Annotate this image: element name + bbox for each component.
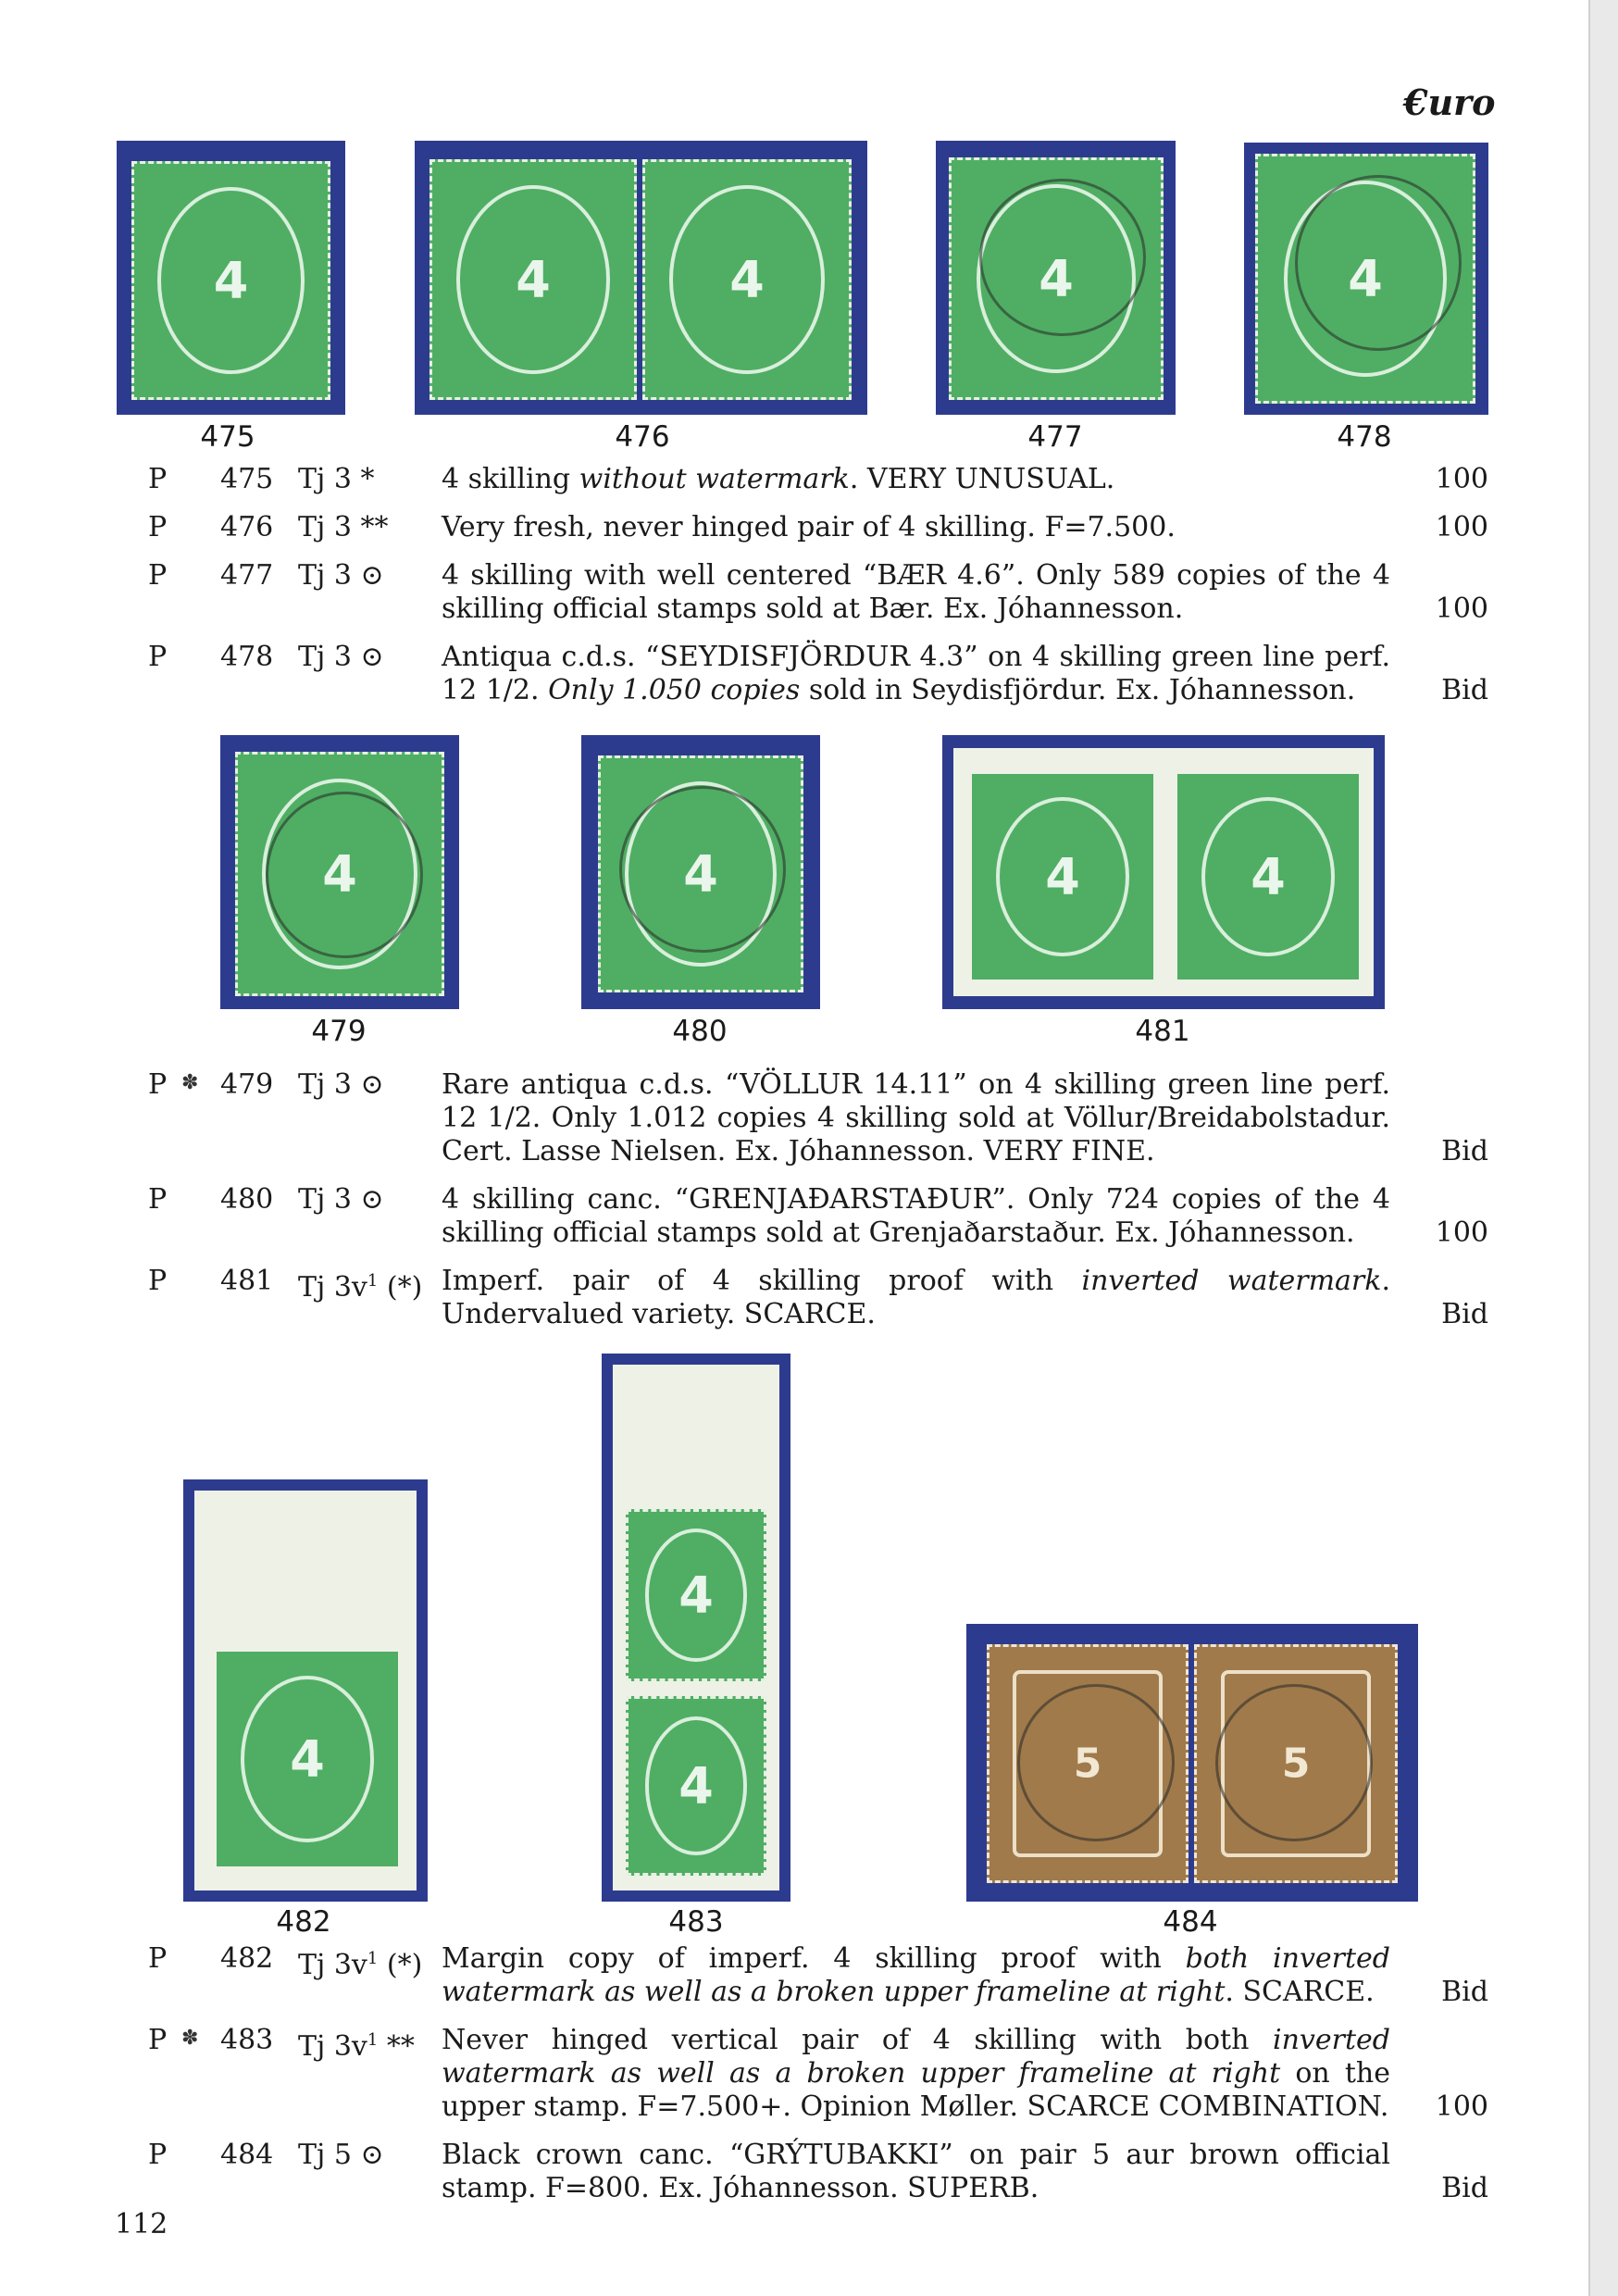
stamp-value: 4 (678, 1566, 714, 1625)
stamp-value: 4 (322, 844, 357, 904)
catalog-ref: Tj $3v^1$ (*) (298, 1949, 423, 1981)
star-lot-icon: ✽ (181, 2027, 199, 2050)
lot-prefix: P (148, 1942, 168, 1975)
lot-prefix: P (148, 1265, 168, 1297)
stamp-value: 4 (290, 1729, 325, 1789)
lot-price: Bid (1441, 1298, 1488, 1330)
stamp-value: 4 (683, 844, 718, 904)
catalog-ref: Tj 3 ⊙ (298, 559, 384, 592)
figure-label: 477 (1027, 420, 1083, 454)
stamp-4-skilling-lower (626, 1696, 766, 1876)
page-number: 112 (115, 2208, 168, 2240)
lot-description: 4 skilling without watermark. VERY UNUSUAL. (442, 463, 1115, 495)
lot-prefix: P (148, 1183, 168, 1216)
stamp-4-skilling-upper (626, 1509, 766, 1681)
lot-478-image (1244, 143, 1488, 415)
lot-price: Bid (1441, 1135, 1488, 1167)
figure-label: 480 (672, 1015, 728, 1048)
lot-number: 479 (220, 1068, 274, 1101)
stamp-4-skilling-left (429, 159, 637, 400)
lot-number: 480 (220, 1183, 274, 1216)
lot-number: 475 (220, 463, 274, 495)
stamp-value: 4 (1251, 847, 1286, 906)
lot-prefix: P (148, 463, 168, 495)
lot-description: Antiqua c.d.s. “SEYDISFJÖRDUR 4.3” on 4 skilling green line perf. 12 1/2. Only 1.050 copies sold in Seydisfjördur. Ex. Jóhannesson. (442, 641, 1390, 706)
stamp-value: 4 (678, 1756, 714, 1816)
postmark (619, 786, 786, 953)
catalog-ref: Tj 3 ** (298, 511, 389, 543)
stamp-value: 5 (1073, 1740, 1102, 1788)
stamp-4-skilling (949, 157, 1164, 400)
lot-price: 100 (1435, 463, 1488, 495)
lot-description: Very fresh, never hinged pair of 4 skilling. F=7.500. (442, 511, 1176, 543)
stamp-4-skilling (217, 1652, 398, 1866)
lot-prefix: P (148, 641, 168, 673)
lot-475-image (117, 141, 345, 415)
figure-label: 482 (276, 1905, 331, 1939)
lot-price: 100 (1435, 2090, 1488, 2123)
lot-description: Rare antiqua c.d.s. “VÖLLUR 14.11” on 4 skilling green line perf. 12 1/2. Only 1.012 copies 4 skilling sold at Völlur/Breidabolstadur. Cert. Lasse Nielsen. Ex. Jóhannesson. VERY FINE. (442, 1068, 1390, 1167)
lot-number: 482 (220, 1942, 274, 1975)
catalog-ref: Tj 5 ⊙ (298, 2139, 384, 2171)
stamp-5-aur-right (1194, 1644, 1398, 1883)
lot-number: 483 (220, 2024, 274, 2056)
lot-prefix: P (148, 2139, 168, 2171)
lot-prefix: P (148, 559, 168, 592)
stamp-4-skilling-left (972, 774, 1153, 980)
lot-description: 4 skilling with well centered “BÆR 4.6”. Only 589 copies of the 4 skilling official stamps sold at Bær. Ex. Jóhannesson. (442, 559, 1390, 625)
lot-number: 481 (220, 1265, 274, 1297)
postmark (1295, 175, 1462, 351)
figure-label: 483 (668, 1905, 724, 1939)
stamp-4-skilling (1255, 154, 1475, 404)
stamp-value: 5 (1281, 1740, 1311, 1788)
figure-label: 479 (311, 1015, 367, 1048)
lot-number: 484 (220, 2139, 274, 2171)
catalog-ref: Tj 3 ⊙ (298, 1183, 384, 1216)
lot-prefix: P (148, 2024, 168, 2056)
lot-price: 100 (1435, 593, 1488, 625)
lot-483-image (602, 1354, 790, 1902)
lot-description: Never hinged vertical pair of 4 skilling with both inverted watermark as well as a broken upper frameline at right on the upper stamp. F=7.500+. Opinion Møller. SCARCE COMBINATION. (442, 2024, 1390, 2123)
lot-price: Bid (1441, 1976, 1488, 2008)
lot-480-image (581, 735, 820, 1009)
stamp-4-skilling (131, 161, 330, 400)
lot-price: Bid (1441, 674, 1488, 706)
catalog-ref: Tj $3v^1$ ** (298, 2030, 415, 2063)
postmark (979, 179, 1146, 336)
postmark (1017, 1684, 1175, 1841)
stamp-value: 4 (1045, 847, 1080, 906)
stamp-value: 4 (729, 250, 765, 309)
lot-description: 4 skilling canc. “GRENJAÐARSTAÐUR”. Only 724 copies of the 4 skilling official stamps sold at Grenjaðarstaður. Ex. Jóhannesson. (442, 1183, 1390, 1249)
currency-header: €uro (1403, 81, 1496, 123)
lot-481-image (942, 735, 1385, 1009)
stamp-5-aur-left (987, 1644, 1189, 1883)
figure-label: 475 (200, 420, 255, 454)
lot-prefix: P (148, 511, 168, 543)
lot-price: Bid (1441, 2172, 1488, 2204)
lot-description: Black crown canc. “GRÝTUBAKKI” on pair 5 aur brown official stamp. F=800. Ex. Jóhannesson. SUPERB. (442, 2139, 1390, 2204)
lot-482-image (183, 1479, 428, 1902)
lot-description: Margin copy of imperf. 4 skilling proof with both inverted watermark as well as a broken upper frameline at right. SCARCE. (442, 1942, 1390, 2008)
figure-label: 476 (615, 420, 670, 454)
lot-476-image (415, 141, 867, 415)
lot-description: Imperf. pair of 4 skilling proof with inverted watermark. Undervalued variety. SCARCE. (442, 1265, 1390, 1330)
lot-477-image (936, 141, 1176, 415)
postmark (266, 792, 423, 958)
page-edge (1588, 0, 1618, 2296)
postmark (1215, 1684, 1373, 1841)
stamp-value: 4 (1039, 249, 1074, 308)
lot-price: 100 (1435, 1217, 1488, 1249)
lot-479-image (220, 735, 459, 1009)
lot-number: 476 (220, 511, 274, 543)
catalog-ref: Tj 3 ⊙ (298, 641, 384, 673)
stamp-4-skilling-right (642, 159, 852, 400)
stamp-value: 4 (213, 251, 249, 310)
lot-number: 478 (220, 641, 274, 673)
catalog-ref: Tj $3v^1$ (*) (298, 1271, 423, 1304)
figure-label: 481 (1135, 1015, 1190, 1048)
stamp-4-skilling (235, 752, 444, 996)
stamp-value: 4 (1348, 249, 1383, 308)
lot-prefix: P (148, 1068, 168, 1101)
catalog-ref: Tj 3 ⊙ (298, 1068, 384, 1101)
star-lot-icon: ✽ (181, 1071, 199, 1094)
lot-price: 100 (1435, 511, 1488, 543)
figure-label: 484 (1163, 1905, 1218, 1939)
stamp-4-skilling (598, 755, 803, 992)
stamp-value: 4 (516, 250, 551, 309)
lot-number: 477 (220, 559, 274, 592)
catalog-ref: Tj 3 * (298, 463, 375, 495)
figure-label: 478 (1337, 420, 1392, 454)
stamp-4-skilling-right (1177, 774, 1359, 980)
lot-484-image (966, 1624, 1418, 1902)
